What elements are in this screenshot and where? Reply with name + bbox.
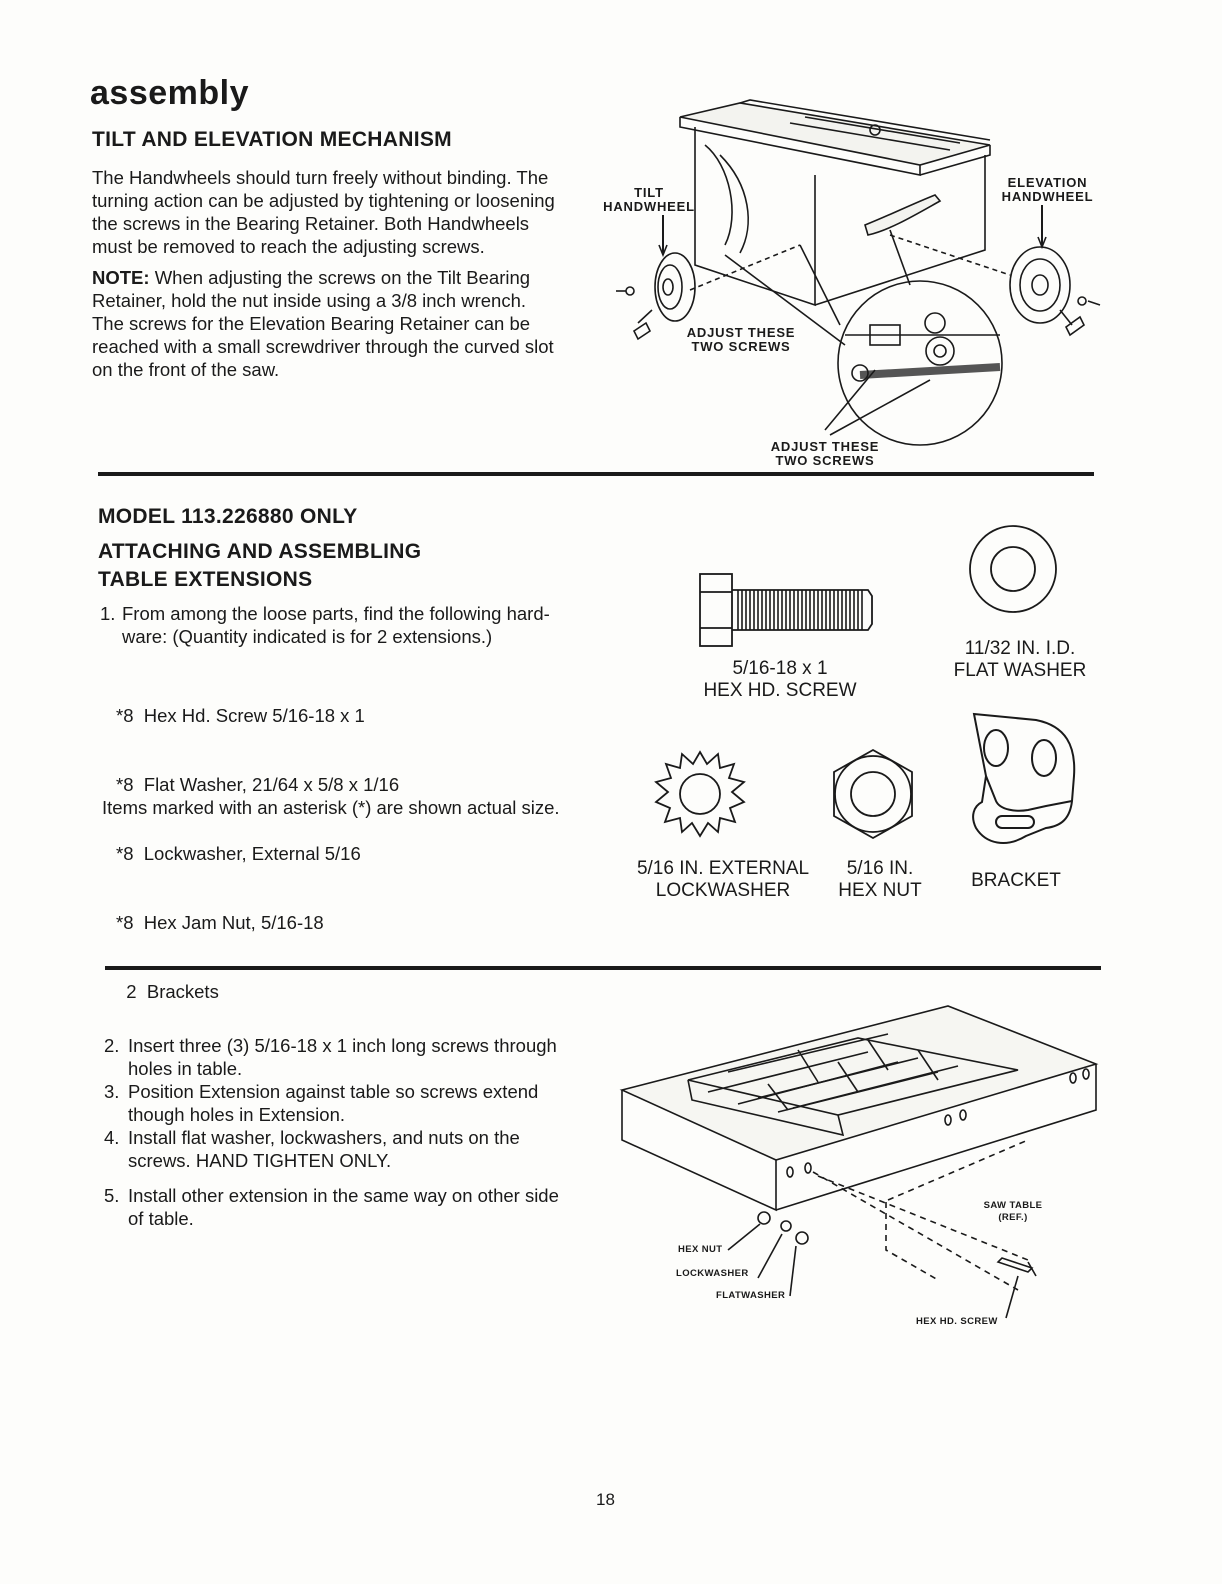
step-number: 5.	[104, 1185, 120, 1206]
section-divider	[98, 472, 1094, 476]
saw-table-label-line: SAW TABLE	[983, 1200, 1043, 1211]
step-number: 2.	[104, 1035, 120, 1056]
note-label: NOTE:	[92, 267, 150, 288]
hardware-item: *8 Hex Hd. Screw 5/16-18 x 1	[116, 705, 365, 726]
saw-table-label	[978, 1200, 1048, 1224]
adjust-label-line: TWO SCREWS	[691, 339, 791, 354]
hardware-item: *8 Flat Washer, 21/64 x 5/8 x 1/16	[116, 774, 400, 795]
tilt-para-line: turning action can be adjusted by tightening or loosening	[92, 190, 555, 211]
hex-nut-callout: HEX NUT	[678, 1244, 723, 1255]
flat-washer-drawing	[968, 524, 1058, 614]
saw-mechanism-illustration	[590, 95, 1110, 475]
page-number: 18	[596, 1490, 615, 1509]
tilt-note	[92, 266, 582, 381]
lockwasher-drawing	[650, 746, 750, 842]
steps-list	[104, 1034, 586, 1230]
step-line: Position Extension against table so screws extend	[128, 1081, 539, 1102]
lockwasher-label-line: LOCKWASHER	[655, 880, 791, 901]
tilt-para-line: must be removed to reach the adjusting screws.	[92, 236, 485, 257]
section-divider	[105, 966, 1101, 970]
step-item	[104, 1184, 586, 1230]
washer-label-line: FLAT WASHER	[953, 660, 1087, 681]
step-item	[104, 1080, 586, 1126]
adjust-label-line: TWO SCREWS	[775, 453, 875, 468]
hexnut-label-line: HEX NUT	[838, 880, 922, 901]
lockwasher-label	[628, 858, 818, 902]
note-line: When adjusting the screws on the Tilt Bearing	[149, 267, 531, 288]
hexnut-label-line: 5/16 IN.	[846, 858, 914, 879]
step-number: 3.	[104, 1081, 120, 1102]
step-item	[104, 1126, 586, 1172]
hex-nut-drawing	[828, 746, 918, 842]
step-line: Insert three (3) 5/16-18 x 1 inch long screws through	[128, 1035, 557, 1056]
tilt-para-line: the screws in the Bearing Retainer. Both Handwheels	[92, 213, 530, 234]
step-1	[100, 602, 600, 648]
hex-screw-callout: HEX HD. SCREW	[916, 1316, 998, 1327]
step-line: though holes in Extension.	[128, 1104, 346, 1125]
step-item	[104, 1034, 586, 1080]
bracket-drawing	[966, 706, 1086, 856]
step-line: of table.	[128, 1208, 194, 1229]
step-number: 1.	[100, 603, 116, 624]
screw-label	[690, 658, 870, 702]
tilt-paragraph	[92, 166, 582, 258]
attaching-heading: ATTACHING AND ASSEMBLING	[98, 540, 422, 563]
hardware-item: *8 Hex Jam Nut, 5/16-18	[116, 912, 324, 933]
bracket-label: BRACKET	[971, 870, 1061, 891]
hardware-item: *8 Lockwasher, External 5/16	[116, 843, 361, 864]
extension-assembly-illustration	[618, 1000, 1108, 1330]
adjust-screws-label-2	[760, 440, 890, 468]
asterisk-note: Items marked with an asterisk (*) are shown actual size.	[102, 797, 560, 818]
adjust-label-line: ADJUST THESE	[686, 325, 796, 340]
step-line: screws. HAND TIGHTEN ONLY.	[128, 1150, 392, 1171]
screw-label-line: HEX HD. SCREW	[703, 680, 857, 701]
elevation-handwheel-label	[990, 176, 1105, 204]
tilt-para-line: The Handwheels should turn freely without binding. The	[92, 167, 549, 188]
washer-label-line: 11/32 IN. I.D.	[964, 638, 1076, 659]
step-line: holes in table.	[128, 1058, 243, 1079]
adjust-screws-label-1	[676, 326, 806, 354]
tilt-label-line: HANDWHEEL	[603, 199, 695, 214]
lockwasher-callout: LOCKWASHER	[676, 1268, 749, 1279]
page-title: assembly	[90, 74, 249, 112]
note-line: on the front of the saw.	[92, 359, 280, 380]
note-line: The screws for the Elevation Bearing Retainer can be	[92, 313, 531, 334]
elevation-label-line: ELEVATION	[1007, 175, 1088, 190]
step-number: 4.	[104, 1127, 120, 1148]
note-line: reached with a small screwdriver through the curved slot	[92, 336, 554, 357]
step-line: Install other extension in the same way on other side	[128, 1185, 559, 1206]
hex-screw-drawing	[698, 570, 878, 650]
hexnut-label	[825, 858, 935, 902]
model-heading: MODEL 113.226880 ONLY	[98, 505, 358, 528]
note-line: Retainer, hold the nut inside using a 3/8 inch wrench.	[92, 290, 527, 311]
washer-label	[940, 638, 1100, 682]
table-extensions-heading: TABLE EXTENSIONS	[98, 568, 313, 591]
elevation-label-line: HANDWHEEL	[1001, 189, 1094, 204]
adjust-label-line: ADJUST THESE	[770, 439, 880, 454]
tilt-handwheel-label	[594, 186, 704, 214]
hardware-item: 2 Brackets	[116, 981, 219, 1002]
saw-table-label-line: (REF.)	[998, 1212, 1028, 1223]
step-line: Install flat washer, lockwashers, and nuts on the	[128, 1127, 520, 1148]
tilt-label-line: TILT	[634, 185, 664, 200]
step-1-line: From among the loose parts, find the following hard-	[122, 603, 550, 624]
screw-label-line: 5/16-18 x 1	[732, 658, 828, 679]
tilt-section-heading: TILT AND ELEVATION MECHANISM	[92, 128, 452, 151]
step-1-line: ware: (Quantity indicated is for 2 extensions.)	[122, 626, 493, 647]
flatwasher-callout: FLATWASHER	[716, 1290, 786, 1301]
hardware-list	[116, 658, 399, 1026]
lockwasher-label-line: 5/16 IN. EXTERNAL	[636, 858, 810, 879]
